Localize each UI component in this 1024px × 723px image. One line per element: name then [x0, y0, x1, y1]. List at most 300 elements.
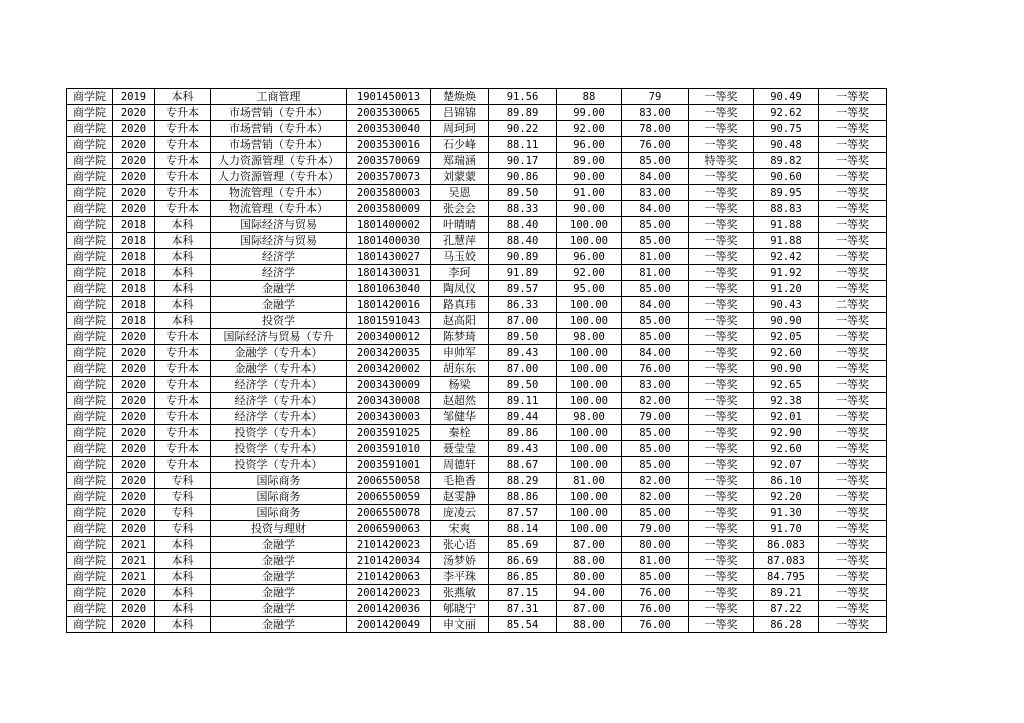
- total-score-cell: 92.42: [754, 249, 819, 265]
- name-cell: 杨梁: [431, 377, 489, 393]
- level-cell: 专科: [155, 489, 211, 505]
- level-cell: 专升本: [155, 137, 211, 153]
- college-cell: 商学院: [67, 185, 113, 201]
- score-1-cell: 86.85: [489, 569, 557, 585]
- college-cell: 商学院: [67, 393, 113, 409]
- award-2-cell: 一等奖: [819, 473, 887, 489]
- score-2-cell: 96.00: [557, 249, 622, 265]
- college-cell: 商学院: [67, 617, 113, 633]
- award-1-cell: 一等奖: [689, 473, 754, 489]
- score-2-cell: 92.00: [557, 121, 622, 137]
- table-row: [67, 441, 887, 457]
- award-1-cell: 一等奖: [689, 585, 754, 601]
- level-cell: 专升本: [155, 441, 211, 457]
- college-cell: 商学院: [67, 441, 113, 457]
- major-cell: 国际商务: [211, 473, 347, 489]
- name-cell: 汤梦娇: [431, 553, 489, 569]
- major-cell: 金融学: [211, 297, 347, 313]
- college-cell: 商学院: [67, 201, 113, 217]
- college-cell: 商学院: [67, 345, 113, 361]
- score-2-cell: 100.00: [557, 217, 622, 233]
- score-1-cell: 89.44: [489, 409, 557, 425]
- year-cell: 2020: [113, 505, 155, 521]
- award-1-cell: 一等奖: [689, 249, 754, 265]
- total-score-cell: 91.20: [754, 281, 819, 297]
- score-3-cell: 76.00: [622, 137, 689, 153]
- total-score-cell: 90.43: [754, 297, 819, 313]
- name-cell: 李平珠: [431, 569, 489, 585]
- score-1-cell: 88.40: [489, 233, 557, 249]
- major-cell: 金融学: [211, 569, 347, 585]
- award-2-cell: 一等奖: [819, 585, 887, 601]
- level-cell: 本科: [155, 89, 211, 105]
- award-1-cell: 一等奖: [689, 521, 754, 537]
- student-id-cell: 2003530065: [347, 105, 431, 121]
- table-row: [67, 409, 887, 425]
- level-cell: 专科: [155, 521, 211, 537]
- name-cell: 张会会: [431, 201, 489, 217]
- major-cell: 人力资源管理（专升本）: [211, 153, 347, 169]
- total-score-cell: 90.75: [754, 121, 819, 137]
- score-1-cell: 88.33: [489, 201, 557, 217]
- level-cell: 本科: [155, 601, 211, 617]
- award-1-cell: 一等奖: [689, 553, 754, 569]
- score-2-cell: 88.00: [557, 617, 622, 633]
- award-1-cell: 一等奖: [689, 281, 754, 297]
- college-cell: 商学院: [67, 249, 113, 265]
- total-score-cell: 90.90: [754, 361, 819, 377]
- award-2-cell: 一等奖: [819, 441, 887, 457]
- score-2-cell: 100.00: [557, 441, 622, 457]
- student-id-cell: 1901450013: [347, 89, 431, 105]
- score-1-cell: 88.11: [489, 137, 557, 153]
- award-1-cell: 一等奖: [689, 457, 754, 473]
- score-2-cell: 100.00: [557, 521, 622, 537]
- score-1-cell: 89.50: [489, 329, 557, 345]
- total-score-cell: 91.70: [754, 521, 819, 537]
- year-cell: 2020: [113, 105, 155, 121]
- award-1-cell: 一等奖: [689, 265, 754, 281]
- student-id-cell: 2003580003: [347, 185, 431, 201]
- year-cell: 2018: [113, 265, 155, 281]
- year-cell: 2020: [113, 393, 155, 409]
- year-cell: 2021: [113, 553, 155, 569]
- year-cell: 2020: [113, 329, 155, 345]
- student-id-cell: 1801430031: [347, 265, 431, 281]
- major-cell: 物流管理（专升本）: [211, 201, 347, 217]
- score-3-cell: 83.00: [622, 185, 689, 201]
- level-cell: 专升本: [155, 345, 211, 361]
- total-score-cell: 91.30: [754, 505, 819, 521]
- major-cell: 国际经济与贸易: [211, 217, 347, 233]
- score-1-cell: 88.86: [489, 489, 557, 505]
- table-row: [67, 537, 887, 553]
- score-2-cell: 100.00: [557, 457, 622, 473]
- scholarship-table: [66, 88, 887, 633]
- college-cell: 商学院: [67, 281, 113, 297]
- score-2-cell: 100.00: [557, 313, 622, 329]
- major-cell: 金融学（专升本）: [211, 361, 347, 377]
- year-cell: 2020: [113, 185, 155, 201]
- name-cell: 胡东东: [431, 361, 489, 377]
- year-cell: 2018: [113, 313, 155, 329]
- score-2-cell: 100.00: [557, 361, 622, 377]
- major-cell: 金融学: [211, 601, 347, 617]
- award-1-cell: 一等奖: [689, 313, 754, 329]
- award-2-cell: 一等奖: [819, 121, 887, 137]
- table-row: [67, 489, 887, 505]
- score-2-cell: 91.00: [557, 185, 622, 201]
- score-1-cell: 91.56: [489, 89, 557, 105]
- total-score-cell: 87.22: [754, 601, 819, 617]
- score-1-cell: 90.86: [489, 169, 557, 185]
- table-row: [67, 361, 887, 377]
- major-cell: 经济学: [211, 249, 347, 265]
- year-cell: 2020: [113, 489, 155, 505]
- year-cell: 2020: [113, 585, 155, 601]
- score-2-cell: 88.00: [557, 553, 622, 569]
- score-1-cell: 85.69: [489, 537, 557, 553]
- name-cell: 赵高阳: [431, 313, 489, 329]
- score-3-cell: 85.00: [622, 425, 689, 441]
- student-id-cell: 2001420023: [347, 585, 431, 601]
- award-2-cell: 一等奖: [819, 393, 887, 409]
- student-id-cell: 2003570073: [347, 169, 431, 185]
- year-cell: 2020: [113, 409, 155, 425]
- total-score-cell: 86.083: [754, 537, 819, 553]
- college-cell: 商学院: [67, 265, 113, 281]
- table-row: [67, 473, 887, 489]
- level-cell: 本科: [155, 553, 211, 569]
- award-2-cell: 一等奖: [819, 345, 887, 361]
- award-1-cell: 一等奖: [689, 89, 754, 105]
- student-id-cell: 2003420002: [347, 361, 431, 377]
- major-cell: 投资学（专升本）: [211, 457, 347, 473]
- table-row: [67, 105, 887, 121]
- table-row: [67, 505, 887, 521]
- score-3-cell: 76.00: [622, 601, 689, 617]
- award-2-cell: 二等奖: [819, 297, 887, 313]
- award-1-cell: 一等奖: [689, 361, 754, 377]
- name-cell: 刘蒙蒙: [431, 169, 489, 185]
- score-3-cell: 85.00: [622, 233, 689, 249]
- award-2-cell: 一等奖: [819, 553, 887, 569]
- name-cell: 张燕敏: [431, 585, 489, 601]
- name-cell: 毛艳香: [431, 473, 489, 489]
- award-1-cell: 一等奖: [689, 617, 754, 633]
- score-1-cell: 87.00: [489, 361, 557, 377]
- table-row: [67, 89, 887, 105]
- college-cell: 商学院: [67, 297, 113, 313]
- table-row: [67, 153, 887, 169]
- level-cell: 专升本: [155, 185, 211, 201]
- level-cell: 专升本: [155, 153, 211, 169]
- level-cell: 专升本: [155, 457, 211, 473]
- total-score-cell: 89.95: [754, 185, 819, 201]
- student-id-cell: 2003530016: [347, 137, 431, 153]
- award-2-cell: 一等奖: [819, 281, 887, 297]
- year-cell: 2018: [113, 233, 155, 249]
- year-cell: 2020: [113, 617, 155, 633]
- level-cell: 本科: [155, 249, 211, 265]
- level-cell: 专升本: [155, 105, 211, 121]
- major-cell: 投资学（专升本）: [211, 425, 347, 441]
- table-row: [67, 377, 887, 393]
- year-cell: 2020: [113, 521, 155, 537]
- score-3-cell: 85.00: [622, 153, 689, 169]
- total-score-cell: 87.083: [754, 553, 819, 569]
- name-cell: 石少峰: [431, 137, 489, 153]
- score-1-cell: 90.17: [489, 153, 557, 169]
- student-id-cell: 2003591001: [347, 457, 431, 473]
- year-cell: 2020: [113, 457, 155, 473]
- total-score-cell: 90.90: [754, 313, 819, 329]
- college-cell: 商学院: [67, 361, 113, 377]
- score-3-cell: 76.00: [622, 361, 689, 377]
- score-2-cell: 100.00: [557, 505, 622, 521]
- college-cell: 商学院: [67, 121, 113, 137]
- award-1-cell: 一等奖: [689, 489, 754, 505]
- table-row: [67, 425, 887, 441]
- award-1-cell: 一等奖: [689, 537, 754, 553]
- score-3-cell: 84.00: [622, 297, 689, 313]
- major-cell: 经济学: [211, 265, 347, 281]
- award-1-cell: 一等奖: [689, 297, 754, 313]
- college-cell: 商学院: [67, 569, 113, 585]
- table-row: [67, 169, 887, 185]
- college-cell: 商学院: [67, 137, 113, 153]
- award-2-cell: 一等奖: [819, 89, 887, 105]
- score-3-cell: 83.00: [622, 105, 689, 121]
- table-row: [67, 569, 887, 585]
- name-cell: 陈梦琦: [431, 329, 489, 345]
- award-1-cell: 一等奖: [689, 105, 754, 121]
- level-cell: 专升本: [155, 425, 211, 441]
- table-row: [67, 297, 887, 313]
- major-cell: 人力资源管理（专升本）: [211, 169, 347, 185]
- year-cell: 2020: [113, 441, 155, 457]
- total-score-cell: 92.90: [754, 425, 819, 441]
- college-cell: 商学院: [67, 537, 113, 553]
- score-1-cell: 91.89: [489, 265, 557, 281]
- name-cell: 楚焕焕: [431, 89, 489, 105]
- score-1-cell: 88.29: [489, 473, 557, 489]
- score-3-cell: 85.00: [622, 281, 689, 297]
- year-cell: 2020: [113, 201, 155, 217]
- major-cell: 市场营销（专升本）: [211, 105, 347, 121]
- level-cell: 本科: [155, 233, 211, 249]
- student-id-cell: 2001420049: [347, 617, 431, 633]
- score-1-cell: 86.33: [489, 297, 557, 313]
- score-1-cell: 89.50: [489, 185, 557, 201]
- student-id-cell: 2003591025: [347, 425, 431, 441]
- student-id-cell: 2006550058: [347, 473, 431, 489]
- name-cell: 陶凤仪: [431, 281, 489, 297]
- table-body: [67, 89, 887, 633]
- year-cell: 2020: [113, 377, 155, 393]
- score-3-cell: 82.00: [622, 473, 689, 489]
- student-id-cell: 2101420034: [347, 553, 431, 569]
- college-cell: 商学院: [67, 601, 113, 617]
- name-cell: 赵雯静: [431, 489, 489, 505]
- name-cell: 马玉姣: [431, 249, 489, 265]
- level-cell: 专升本: [155, 377, 211, 393]
- student-id-cell: 2003430003: [347, 409, 431, 425]
- college-cell: 商学院: [67, 313, 113, 329]
- student-id-cell: 2101420063: [347, 569, 431, 585]
- major-cell: 金融学: [211, 281, 347, 297]
- major-cell: 国际商务: [211, 505, 347, 521]
- score-2-cell: 100.00: [557, 297, 622, 313]
- name-cell: 路真玮: [431, 297, 489, 313]
- student-id-cell: 2006590063: [347, 521, 431, 537]
- student-id-cell: 2003430009: [347, 377, 431, 393]
- student-id-cell: 2006550059: [347, 489, 431, 505]
- table-row: [67, 617, 887, 633]
- score-1-cell: 89.86: [489, 425, 557, 441]
- award-2-cell: 一等奖: [819, 617, 887, 633]
- score-1-cell: 88.14: [489, 521, 557, 537]
- name-cell: 庞凌云: [431, 505, 489, 521]
- score-1-cell: 89.11: [489, 393, 557, 409]
- score-1-cell: 88.67: [489, 457, 557, 473]
- college-cell: 商学院: [67, 377, 113, 393]
- score-1-cell: 89.43: [489, 345, 557, 361]
- score-1-cell: 87.15: [489, 585, 557, 601]
- table-row: [67, 393, 887, 409]
- score-3-cell: 85.00: [622, 505, 689, 521]
- table-row: [67, 521, 887, 537]
- major-cell: 经济学（专升本）: [211, 377, 347, 393]
- total-score-cell: 91.92: [754, 265, 819, 281]
- score-3-cell: 85.00: [622, 313, 689, 329]
- major-cell: 市场营销（专升本）: [211, 121, 347, 137]
- score-3-cell: 85.00: [622, 441, 689, 457]
- major-cell: 金融学: [211, 617, 347, 633]
- score-3-cell: 82.00: [622, 489, 689, 505]
- award-2-cell: 一等奖: [819, 329, 887, 345]
- total-score-cell: 86.10: [754, 473, 819, 489]
- award-1-cell: 一等奖: [689, 409, 754, 425]
- table-row: [67, 201, 887, 217]
- major-cell: 经济学（专升本）: [211, 409, 347, 425]
- total-score-cell: 88.83: [754, 201, 819, 217]
- college-cell: 商学院: [67, 489, 113, 505]
- score-2-cell: 94.00: [557, 585, 622, 601]
- major-cell: 投资学（专升本）: [211, 441, 347, 457]
- college-cell: 商学院: [67, 217, 113, 233]
- year-cell: 2020: [113, 121, 155, 137]
- year-cell: 2019: [113, 89, 155, 105]
- award-2-cell: 一等奖: [819, 521, 887, 537]
- score-3-cell: 84.00: [622, 345, 689, 361]
- score-3-cell: 81.00: [622, 553, 689, 569]
- major-cell: 物流管理（专升本）: [211, 185, 347, 201]
- college-cell: 商学院: [67, 425, 113, 441]
- score-1-cell: 90.22: [489, 121, 557, 137]
- award-1-cell: 一等奖: [689, 137, 754, 153]
- table-row: [67, 185, 887, 201]
- level-cell: 本科: [155, 569, 211, 585]
- award-2-cell: 一等奖: [819, 537, 887, 553]
- name-cell: 吕锦锦: [431, 105, 489, 121]
- student-id-cell: 1801591043: [347, 313, 431, 329]
- score-2-cell: 87.00: [557, 537, 622, 553]
- score-2-cell: 92.00: [557, 265, 622, 281]
- score-2-cell: 89.00: [557, 153, 622, 169]
- college-cell: 商学院: [67, 521, 113, 537]
- level-cell: 本科: [155, 297, 211, 313]
- score-1-cell: 87.57: [489, 505, 557, 521]
- score-2-cell: 80.00: [557, 569, 622, 585]
- year-cell: 2018: [113, 217, 155, 233]
- level-cell: 专科: [155, 505, 211, 521]
- award-2-cell: 一等奖: [819, 377, 887, 393]
- award-2-cell: 一等奖: [819, 217, 887, 233]
- score-3-cell: 84.00: [622, 169, 689, 185]
- score-2-cell: 98.00: [557, 409, 622, 425]
- level-cell: 专升本: [155, 169, 211, 185]
- name-cell: 孔慧萍: [431, 233, 489, 249]
- year-cell: 2020: [113, 153, 155, 169]
- college-cell: 商学院: [67, 169, 113, 185]
- total-score-cell: 92.01: [754, 409, 819, 425]
- total-score-cell: 86.28: [754, 617, 819, 633]
- table-row: [67, 345, 887, 361]
- table-row: [67, 329, 887, 345]
- table-row: [67, 601, 887, 617]
- score-2-cell: 88: [557, 89, 622, 105]
- year-cell: 2020: [113, 345, 155, 361]
- award-2-cell: 一等奖: [819, 153, 887, 169]
- major-cell: 国际商务: [211, 489, 347, 505]
- score-1-cell: 89.43: [489, 441, 557, 457]
- score-3-cell: 82.00: [622, 393, 689, 409]
- award-2-cell: 一等奖: [819, 249, 887, 265]
- score-1-cell: 87.31: [489, 601, 557, 617]
- award-2-cell: 一等奖: [819, 569, 887, 585]
- major-cell: 工商管理: [211, 89, 347, 105]
- score-3-cell: 85.00: [622, 457, 689, 473]
- total-score-cell: 92.65: [754, 377, 819, 393]
- table-row: [67, 121, 887, 137]
- score-2-cell: 96.00: [557, 137, 622, 153]
- major-cell: 金融学: [211, 585, 347, 601]
- score-2-cell: 81.00: [557, 473, 622, 489]
- name-cell: 李珂: [431, 265, 489, 281]
- award-2-cell: 一等奖: [819, 185, 887, 201]
- student-id-cell: 1801063040: [347, 281, 431, 297]
- name-cell: 申帅军: [431, 345, 489, 361]
- score-3-cell: 80.00: [622, 537, 689, 553]
- student-id-cell: 2003530040: [347, 121, 431, 137]
- score-3-cell: 79.00: [622, 409, 689, 425]
- year-cell: 2018: [113, 249, 155, 265]
- college-cell: 商学院: [67, 329, 113, 345]
- total-score-cell: 90.60: [754, 169, 819, 185]
- name-cell: 邹健华: [431, 409, 489, 425]
- college-cell: 商学院: [67, 409, 113, 425]
- level-cell: 本科: [155, 617, 211, 633]
- total-score-cell: 92.07: [754, 457, 819, 473]
- score-3-cell: 76.00: [622, 585, 689, 601]
- total-score-cell: 92.20: [754, 489, 819, 505]
- award-2-cell: 一等奖: [819, 233, 887, 249]
- level-cell: 专升本: [155, 409, 211, 425]
- total-score-cell: 91.88: [754, 233, 819, 249]
- table-row: [67, 137, 887, 153]
- student-id-cell: 2003430008: [347, 393, 431, 409]
